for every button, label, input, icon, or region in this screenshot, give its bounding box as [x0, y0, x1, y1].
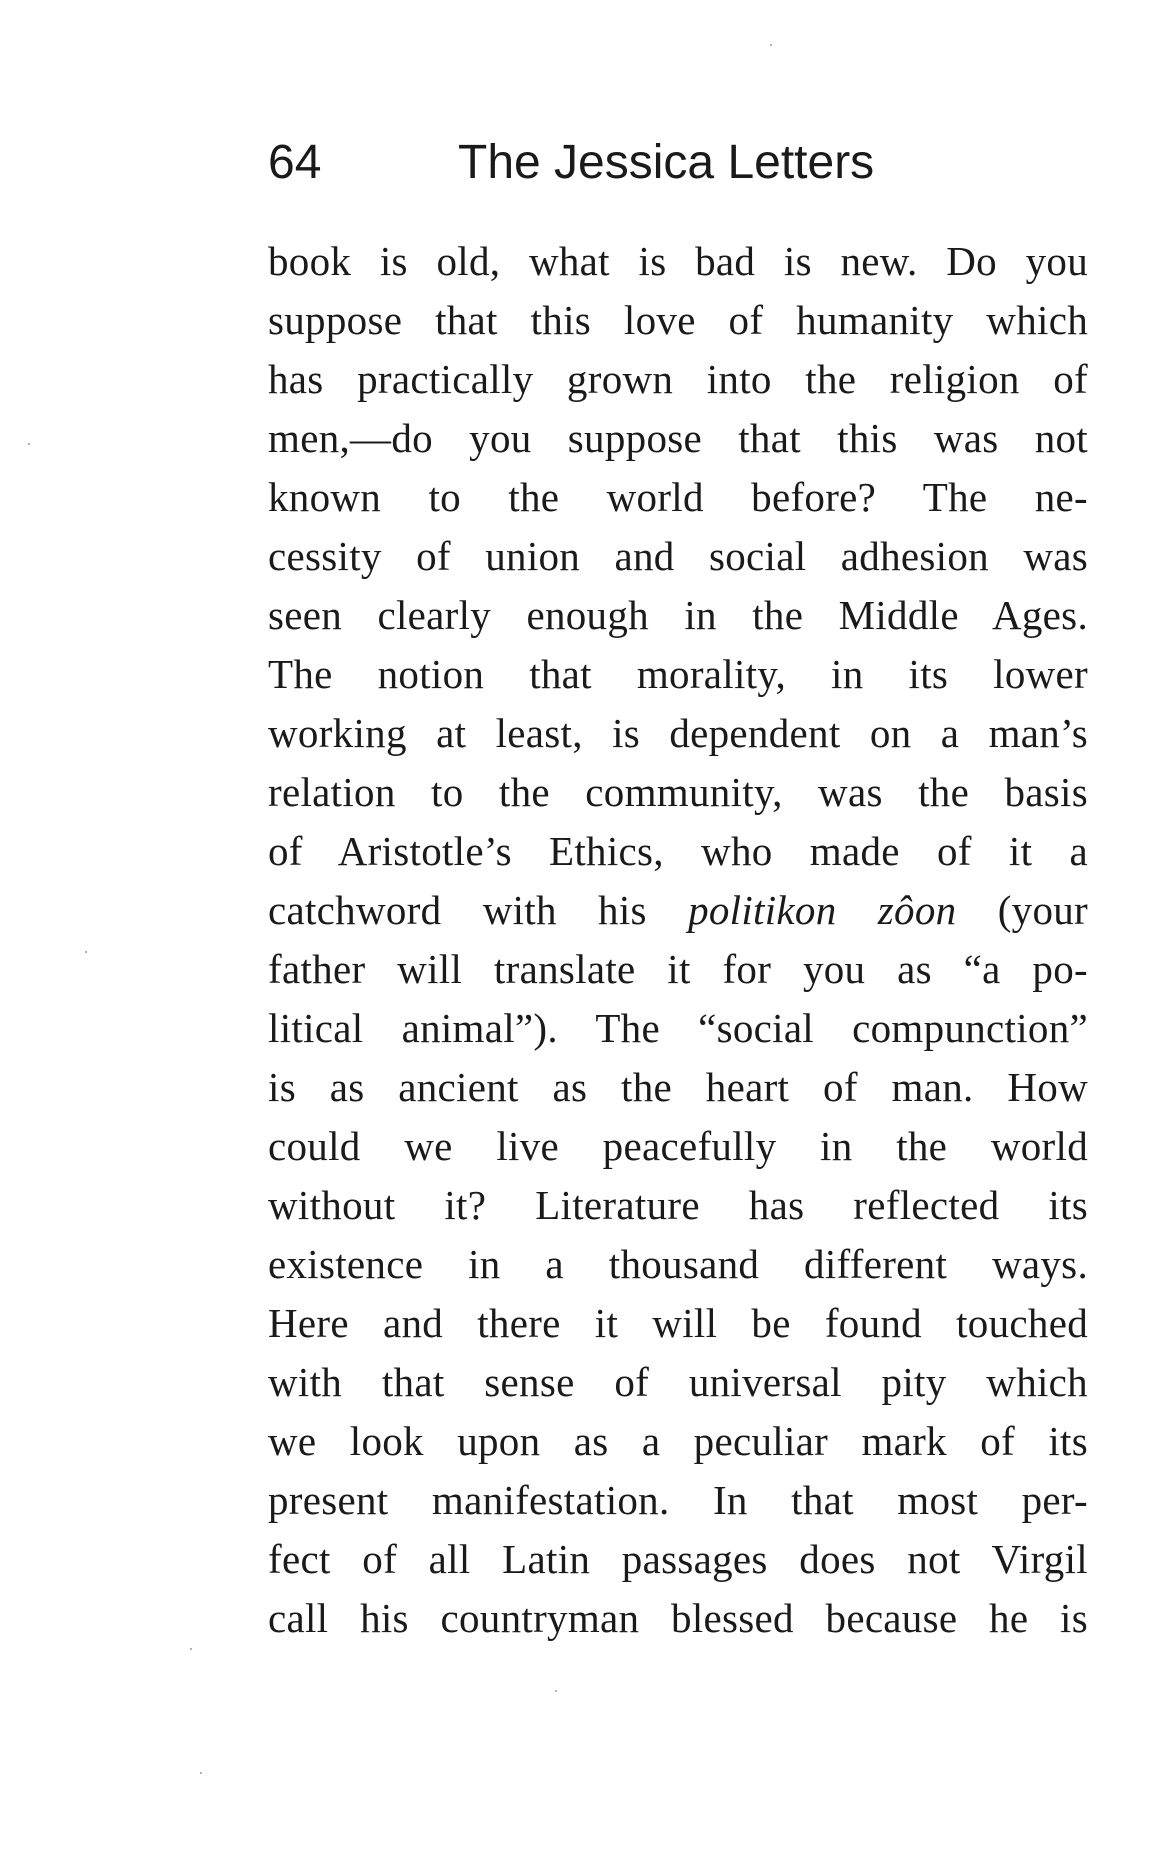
- text-line-10: relation to the community, was the basis: [268, 769, 1088, 815]
- scan-speck: [190, 1648, 192, 1650]
- scan-speck: [85, 951, 87, 953]
- text-line-12-after: (your: [956, 887, 1088, 933]
- scan-speck: [555, 1690, 557, 1692]
- text-line-11: of Aristotle’s Ethics, who made of it a: [268, 828, 1088, 874]
- text-line-18: existence in a thousand different ways.: [268, 1241, 1088, 1287]
- scan-speck: [770, 44, 772, 46]
- text-line-15: is as ancient as the heart of man. How: [268, 1064, 1088, 1110]
- text-line-20: with that sense of universal pity which: [268, 1359, 1088, 1405]
- text-line-8: The notion that morality, in its lower: [268, 651, 1088, 697]
- text-line-6: cessity of union and social adhesion was: [268, 533, 1088, 579]
- body-text: [268, 232, 1088, 1648]
- text-line-21: we look upon as a peculiar mark of its: [268, 1418, 1088, 1464]
- text-line-9: working at least, is dependent on a man’s: [268, 710, 1088, 756]
- page-header: [268, 128, 1088, 198]
- italic-phrase: politikon zôon: [688, 887, 957, 933]
- text-line-2: suppose that this love of humanity which: [268, 297, 1088, 343]
- text-line-19: Here and there it will be found touched: [268, 1300, 1088, 1346]
- text-line-12-before: catchword with his: [268, 887, 689, 933]
- page-number: 64: [268, 136, 322, 189]
- text-line-5: known to the world before? The ne-: [268, 474, 1088, 520]
- text-line-3: has practically grown into the religion of: [268, 356, 1088, 402]
- text-line-22: present manifestation. In that most per-: [268, 1477, 1088, 1523]
- text-line-1: book is old, what is bad is new. Do you: [268, 238, 1088, 284]
- text-line-7: seen clearly enough in the Middle Ages.: [268, 592, 1088, 638]
- text-line-14: litical animal”). The “social compunction”: [268, 1005, 1088, 1051]
- text-line-13: father will translate it for you as “a po-: [268, 946, 1088, 992]
- scan-speck: [200, 1772, 202, 1774]
- text-line-16: could we live peacefully in the world: [268, 1123, 1088, 1169]
- scan-speck: [28, 443, 30, 445]
- text-line-24: call his countryman blessed because he is: [268, 1595, 1088, 1641]
- text-line-23: fect of all Latin passages does not Virgil: [268, 1536, 1088, 1582]
- text-line-4: men,—do you suppose that this was not: [268, 415, 1088, 461]
- text-line-12: [268, 881, 1088, 940]
- running-title: The Jessica Letters: [458, 136, 875, 189]
- text-line-17: without it? Literature has reflected its: [268, 1182, 1088, 1228]
